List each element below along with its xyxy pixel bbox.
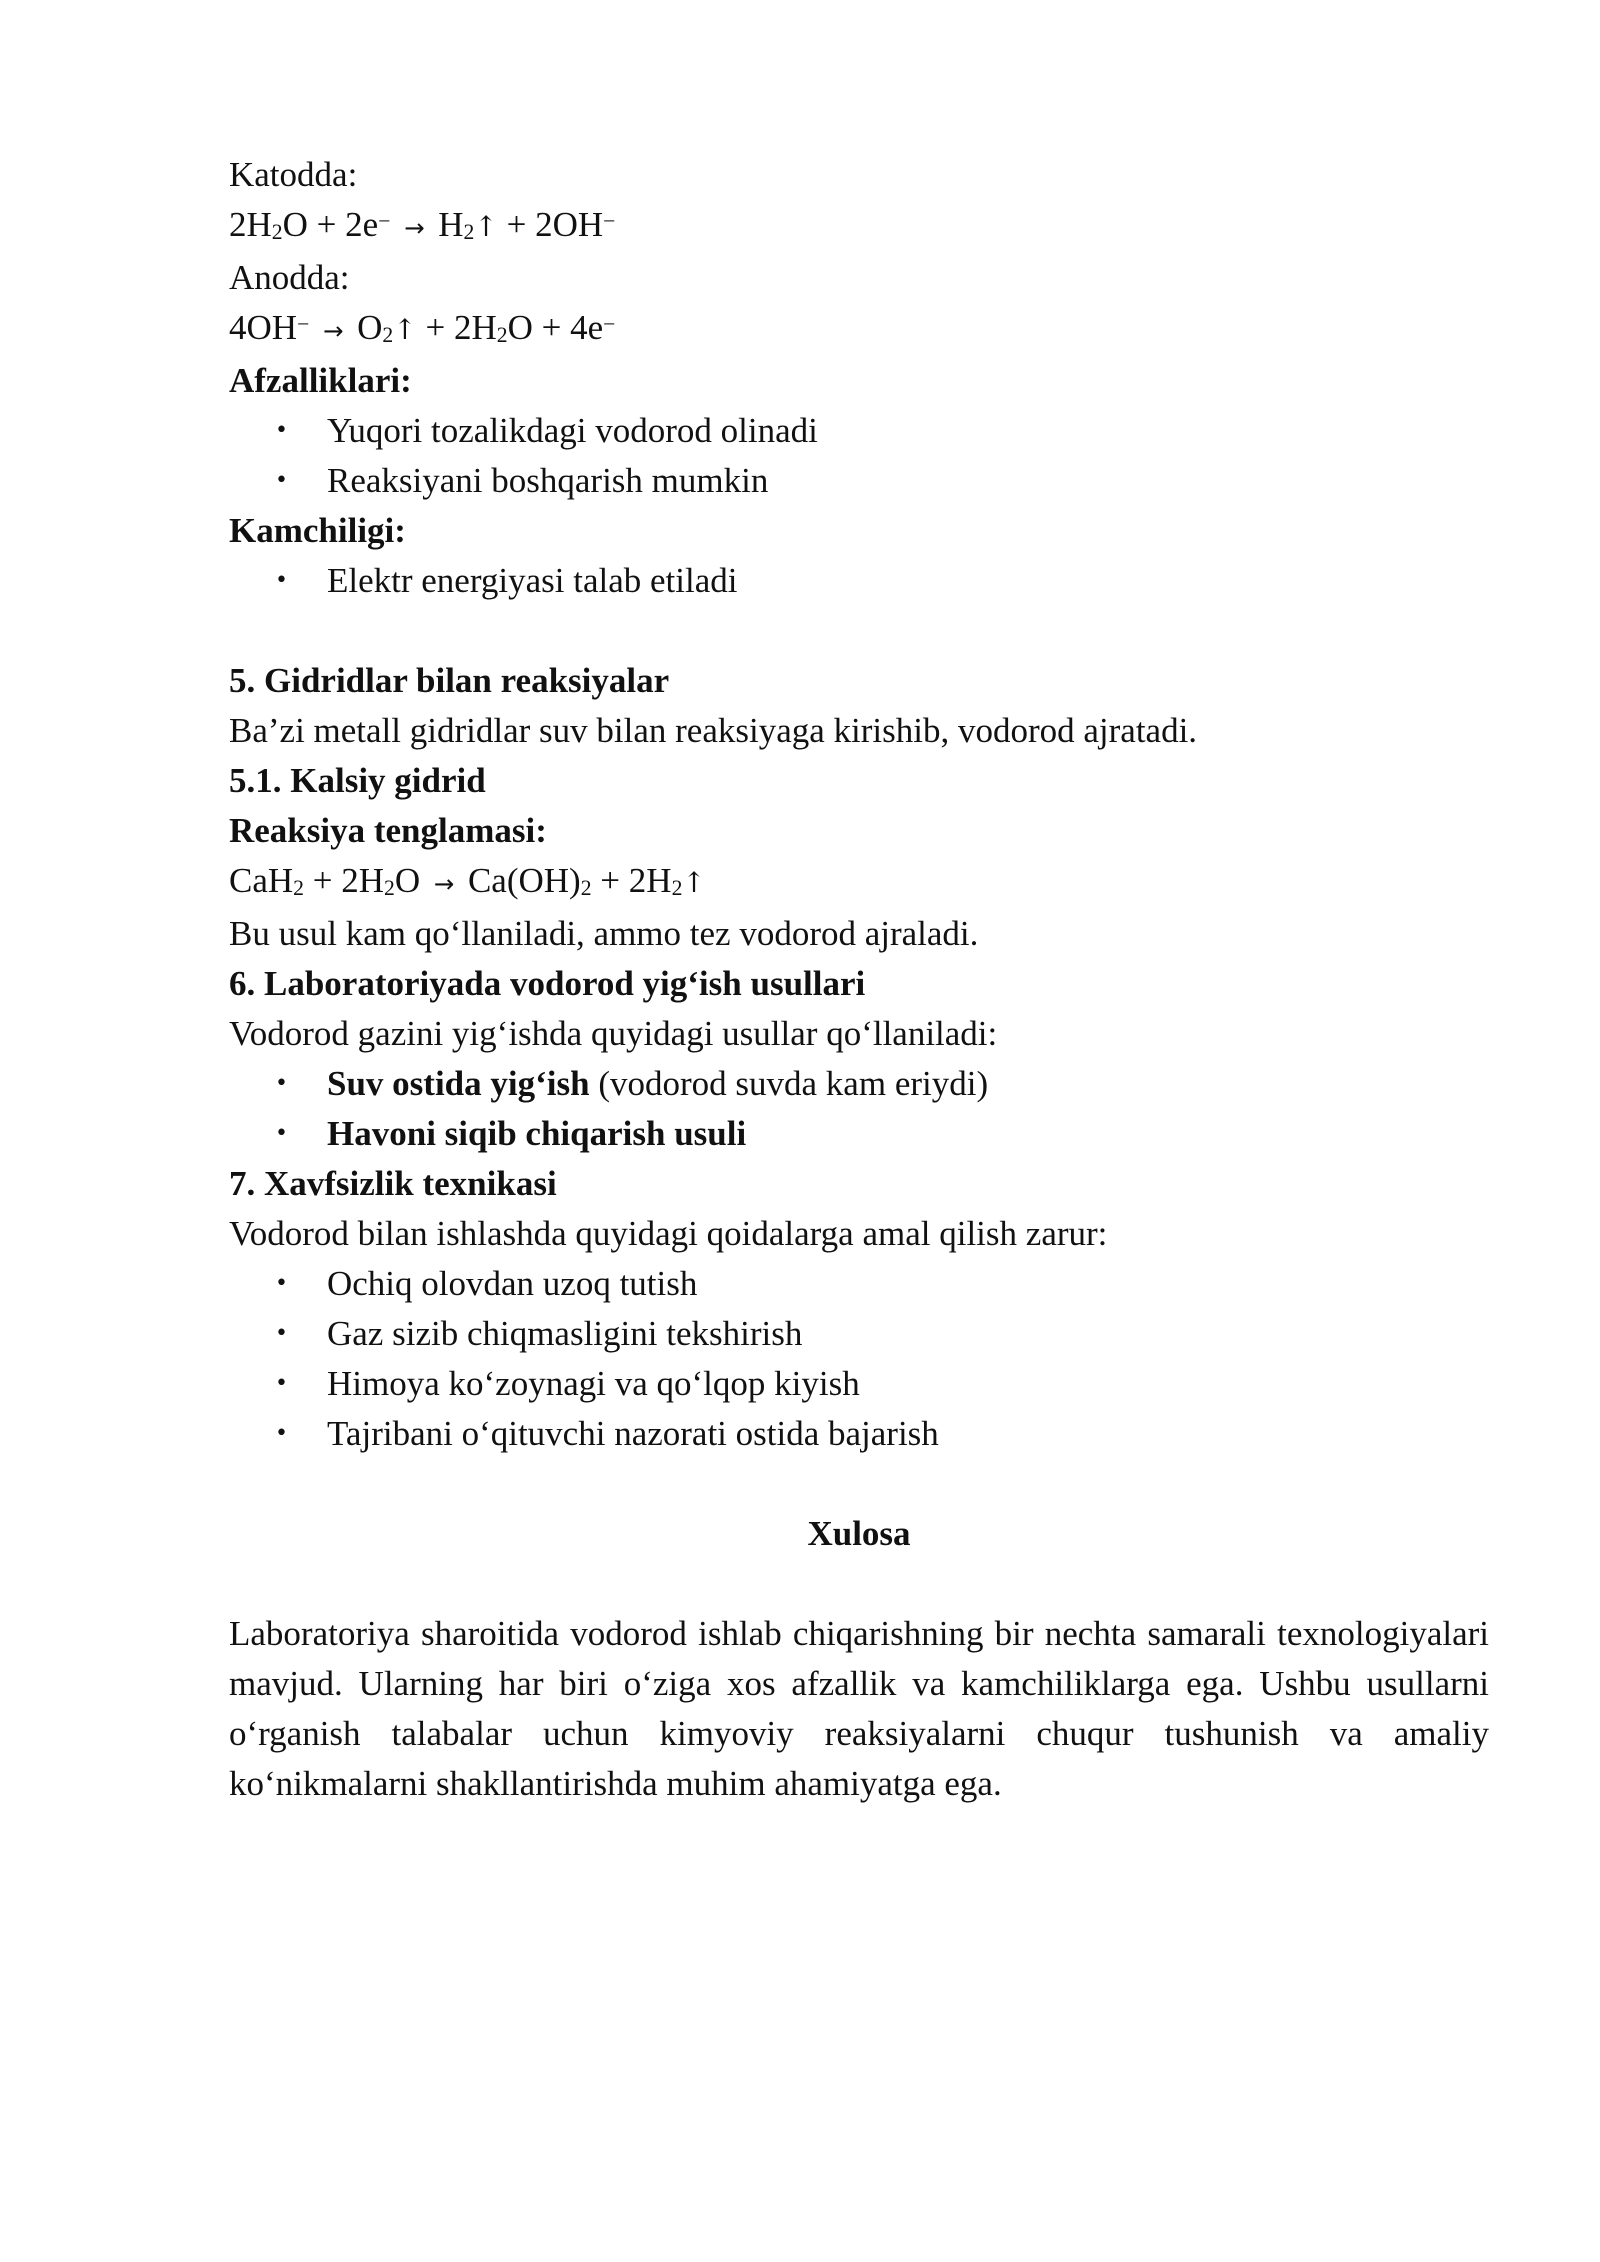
- xulosa-heading: Xulosa: [807, 1514, 911, 1553]
- katodda-equation: $2H_2O + 2e^-$ → $H_2↑ + 2OH^-$: [229, 205, 616, 245]
- afzalliklari-heading: Afzalliklari:: [229, 361, 412, 400]
- reaction-arrow-icon: →: [433, 869, 455, 898]
- section-5-text: Ba’zi metall gidridlar suv bilan reaksiyaga kirishib, vodorod ajratadi.: [229, 711, 1198, 750]
- gas-arrow-icon: ↑: [474, 210, 498, 243]
- section-7-heading: 7. Xavfsizlik texnikasi: [229, 1164, 557, 1203]
- reaction-arrow-icon: →: [322, 316, 344, 345]
- section-5-1-note: Bu usul kam qo‘llaniladi, ammo tez vodorod ajraladi.: [229, 914, 979, 953]
- afzalliklari-list: [229, 406, 1489, 506]
- section-5-heading: 5. Gidridlar bilan reaksiyalar: [229, 661, 670, 700]
- bullet-icon: •: [275, 468, 288, 493]
- anodda-label: Anodda:: [229, 258, 350, 297]
- gas-arrow-icon: ↑: [682, 866, 706, 899]
- list-item: • Yuqori tozalikdagi vodorod olinadi: [327, 406, 1489, 456]
- bullet-icon: •: [275, 1071, 288, 1096]
- bullet-icon: •: [275, 1271, 288, 1296]
- list-item: • Tajribani o‘qituvchi nazorati ostida bajarish: [327, 1409, 1489, 1459]
- spacer: [229, 1459, 1489, 1509]
- section-5-1-heading: 5.1. Kalsiy gidrid: [229, 761, 486, 800]
- list-item: • Havoni siqib chiqarish usuli: [327, 1109, 1489, 1159]
- list-item: • Gaz sizib chiqmasligini tekshirish: [327, 1309, 1489, 1359]
- bullet-icon: •: [275, 568, 288, 593]
- section-6-heading: 6. Laboratoriyada vodorod yig‘ish usullari: [229, 964, 866, 1003]
- kamchiligi-list: [229, 556, 1489, 606]
- bullet-icon: •: [275, 1371, 288, 1396]
- katodda-label: Katodda:: [229, 155, 358, 194]
- section-6-list: [229, 1059, 1489, 1159]
- kamchiligi-heading: Kamchiligi:: [229, 511, 406, 550]
- list-item: • Himoya ko‘zoynagi va qo‘lqop kiyish: [327, 1359, 1489, 1409]
- bullet-icon: •: [275, 1321, 288, 1346]
- section-7-text: Vodorod bilan ishlashda quyidagi qoidalarga amal qilish zarur:: [229, 1214, 1108, 1253]
- bullet-icon: •: [275, 418, 288, 443]
- xulosa-paragraph: Laboratoriya sharoitida vodorod ishlab chiqarishning bir nechta samarali texnologiyalari mavjud. Ularning har biri o‘ziga xos afzallik va kamchiliklarga ega. Ushbu usullarni o‘rganish talabalar uchun kimyoviy reaksiyalarni chuqur tushunish va amaliy ko‘nikmalarni shakllantirishda muhim ahamiyatga ega.: [229, 1614, 1489, 1803]
- bullet-icon: •: [275, 1421, 288, 1446]
- document-page: [229, 150, 1489, 1809]
- cah2-equation: $CaH_2 + 2H_2O \to Ca(OH)_2$ + $2H_2↑$: [229, 861, 706, 901]
- reaksiya-heading: Reaksiya tenglamasi:: [229, 811, 547, 850]
- section-6-text: Vodorod gazini yig‘ishda quyidagi usullar qo‘llaniladi:: [229, 1014, 998, 1053]
- anodda-equation: $4OH^- \to O_2↑ + 2H_2O + 4e^-$: [229, 308, 616, 348]
- reaction-arrow-icon: →: [404, 213, 425, 242]
- list-item: • Suv ostida yig‘ish (vodorod suvda kam eriydi): [327, 1059, 1489, 1109]
- spacer: [229, 1559, 1489, 1609]
- list-item: • Ochiq olovdan uzoq tutish: [327, 1259, 1489, 1309]
- section-7-list: [229, 1259, 1489, 1459]
- list-item: • Reaksiyani boshqarish mumkin: [327, 456, 1489, 506]
- list-item: • Elektr energiyasi talab etiladi: [327, 556, 1489, 606]
- spacer: [229, 606, 1489, 656]
- bullet-icon: •: [275, 1121, 288, 1146]
- gas-arrow-icon: ↑: [393, 313, 417, 346]
